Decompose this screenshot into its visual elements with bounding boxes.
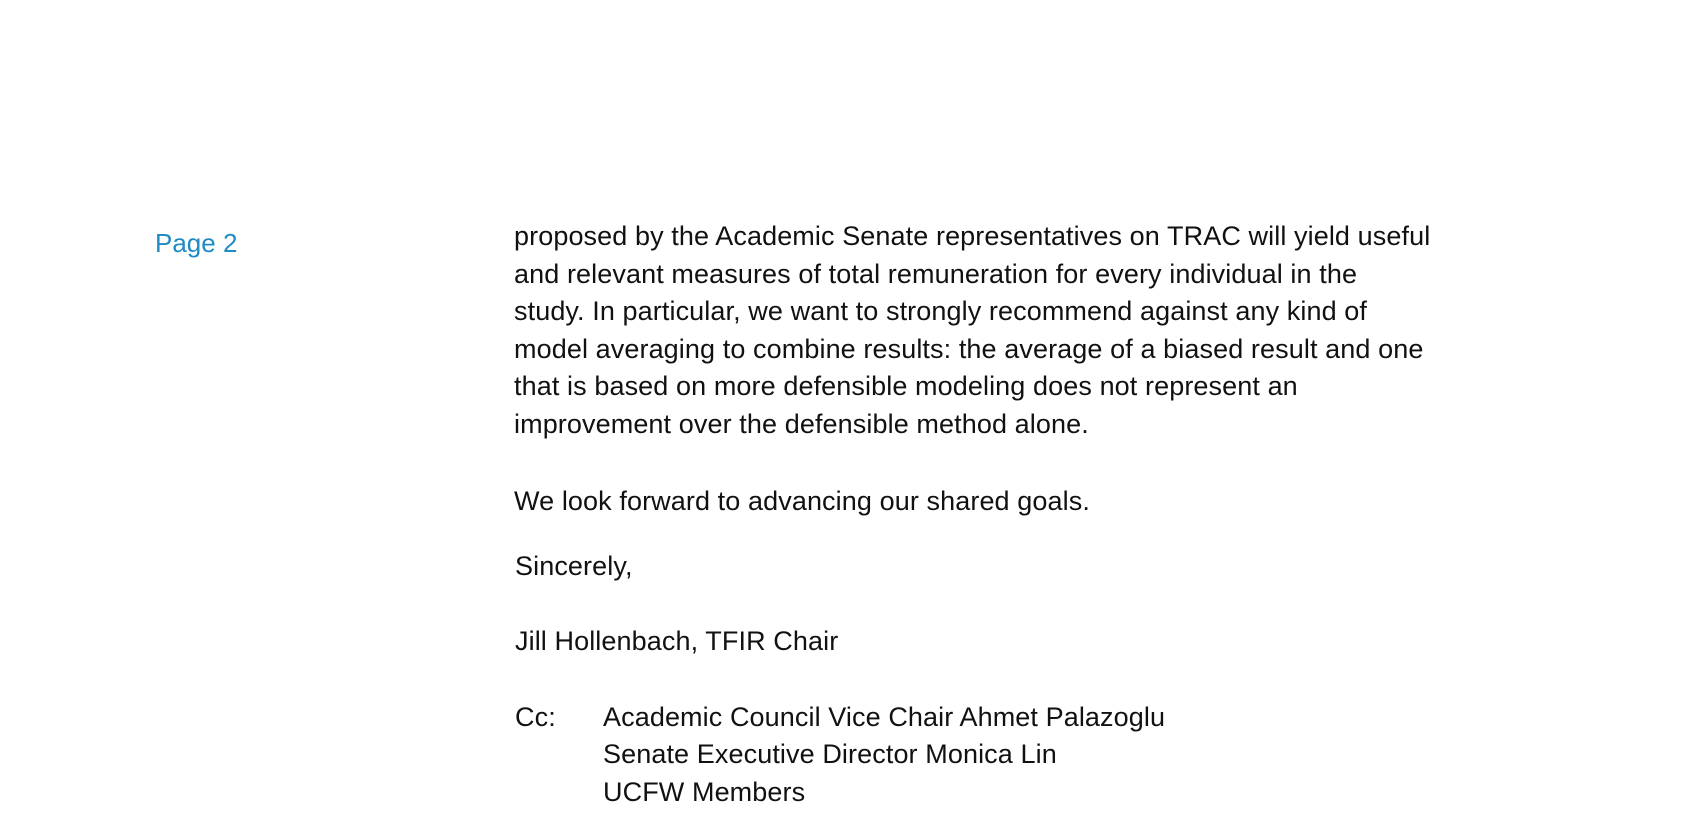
body-paragraph bbox=[514, 218, 1574, 443]
body-line: improvement over the defensible method alone. bbox=[514, 408, 1089, 439]
letter-content bbox=[514, 218, 1574, 811]
closing-paragraph: We look forward to advancing our shared goals. bbox=[514, 486, 1090, 516]
cc-recipient-list bbox=[603, 699, 1165, 812]
body-line: model averaging to combine results: the average of a biased result and one bbox=[514, 333, 1424, 364]
body-line: proposed by the Academic Senate representatives on TRAC will yield useful bbox=[514, 221, 1431, 251]
cc-block bbox=[515, 699, 1574, 812]
cc-recipient: Senate Executive Director Monica Lin bbox=[603, 739, 1057, 769]
page-number-label: Page 2 bbox=[155, 228, 238, 258]
salutation: Sincerely, bbox=[515, 550, 633, 581]
cc-recipient: UCFW Members bbox=[603, 776, 806, 807]
body-line: study. In particular, we want to strongly recommend against any kind of bbox=[514, 296, 1368, 326]
cc-recipient: Academic Council Vice Chair Ahmet Palazoglu bbox=[603, 701, 1166, 732]
cc-label: Cc: bbox=[515, 701, 556, 732]
signature-line: Jill Hollenbach, TFIR Chair bbox=[515, 626, 839, 656]
body-line: that is based on more defensible modeling does not represent an bbox=[514, 371, 1298, 401]
body-line: and relevant measures of total remuneration for every individual in the bbox=[514, 258, 1358, 289]
